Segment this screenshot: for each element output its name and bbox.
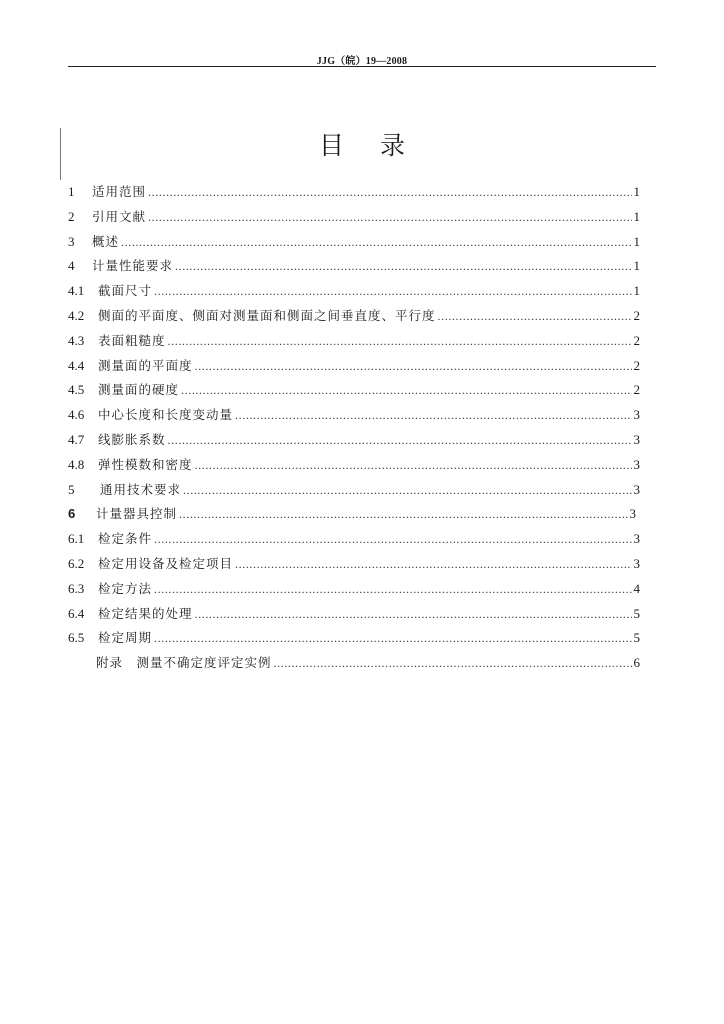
table-of-contents [68, 180, 640, 676]
toc-title: 线膨胀系数 [98, 431, 166, 447]
toc-page-number: 1 [633, 283, 640, 299]
toc-leader [235, 403, 631, 428]
toc-entry-4-4[interactable] [68, 354, 640, 379]
toc-number: 6.3 [68, 580, 85, 596]
toc-number: 5 [68, 481, 75, 497]
toc-title: 侧面的平面度、侧面对测量面和侧面之间垂直度、平行度 [98, 307, 436, 323]
toc-leader [195, 354, 632, 379]
toc-number: 4.8 [68, 456, 85, 472]
toc-title: 检定方法 [98, 580, 153, 596]
toc-number: 6.2 [68, 555, 85, 571]
toc-number: 6.1 [68, 531, 85, 547]
toc-page-number: 3 [633, 431, 640, 447]
toc-entry-6-3[interactable] [68, 577, 640, 602]
toc-title: 截面尺寸 [98, 283, 153, 299]
toc-entry-4-8[interactable] [68, 453, 640, 478]
toc-number: 4.4 [68, 357, 85, 373]
toc-entry-4-3[interactable] [68, 329, 640, 354]
toc-leader [168, 329, 632, 354]
toc-page-number: 6 [633, 655, 640, 671]
toc-page-number: 3 [633, 555, 640, 571]
toc-number: 3 [68, 233, 75, 249]
toc-entry-6-5[interactable] [68, 626, 640, 651]
toc-entry-4-6[interactable] [68, 403, 640, 428]
toc-number: 4.2 [68, 307, 85, 323]
toc-page-number: 3 [633, 481, 640, 497]
toc-entry-5[interactable] [68, 478, 640, 503]
toc-entry-6-1[interactable] [68, 527, 640, 552]
toc-leader [183, 478, 631, 503]
toc-page-number: 3 [633, 456, 640, 472]
toc-title: 弹性模数和密度 [98, 456, 193, 472]
toc-leader [181, 378, 631, 403]
toc-title: 表面粗糙度 [98, 332, 166, 348]
toc-entry-4-1[interactable] [68, 279, 640, 304]
toc-title: 检定结果的处理 [98, 605, 193, 621]
toc-page-number: 1 [633, 208, 640, 224]
toc-entry-1[interactable] [68, 180, 640, 205]
toc-page-number: 1 [633, 233, 640, 249]
toc-title: 通用技术要求 [100, 481, 182, 497]
toc-leader [154, 279, 631, 304]
toc-leader [438, 304, 632, 329]
toc-page-number: 1 [633, 258, 640, 274]
toc-leader [154, 527, 631, 552]
toc-leader [121, 230, 631, 255]
toc-title: 适用范围 [92, 184, 147, 199]
toc-title: 测量面的平面度 [98, 357, 193, 373]
toc-entry-4-5[interactable] [68, 378, 640, 403]
toc-leader [175, 254, 631, 279]
toc-entry-6-2[interactable] [68, 552, 640, 577]
toc-title: 概述 [92, 233, 120, 249]
toc-page-number: 2 [633, 332, 640, 348]
toc-number: 6 [68, 506, 76, 522]
toc-number: 4.1 [68, 283, 85, 299]
toc-entry-6-4[interactable] [68, 602, 640, 627]
toc-leader [148, 205, 631, 230]
toc-title: 检定周期 [98, 630, 153, 646]
toc-leader [195, 602, 632, 627]
toc-number: 4.7 [68, 431, 85, 447]
toc-number: 4 [68, 258, 75, 274]
toc-number: 4.5 [68, 382, 85, 398]
toc-entry-4-7[interactable] [68, 428, 640, 453]
toc-page-number: 3 [633, 407, 640, 423]
toc-page-number: 1 [633, 184, 640, 199]
toc-entry-6[interactable] [68, 502, 640, 527]
toc-number: 1 [68, 184, 75, 199]
toc-leader [154, 577, 631, 602]
toc-leader [148, 180, 631, 205]
toc-page-number: 3 [629, 506, 636, 522]
toc-leader [235, 552, 631, 577]
toc-title: 计量器具控制 [96, 506, 178, 522]
toc-title: 计量性能要求 [92, 258, 174, 274]
toc-page-number: 4 [633, 580, 640, 596]
toc-leader [179, 502, 627, 527]
toc-page-number: 2 [633, 357, 640, 373]
toc-page-number: 3 [633, 531, 640, 547]
toc-title: 附录 测量不确定度评定实例 [96, 655, 272, 671]
toc-entry-4[interactable] [68, 254, 640, 279]
toc-page-number: 2 [633, 382, 640, 398]
toc-number: 6.5 [68, 630, 85, 646]
running-header: JJG（皖）19—2008 [316, 56, 408, 67]
toc-number: 2 [68, 208, 75, 224]
toc-page-number: 5 [633, 630, 640, 646]
toc-number: 4.6 [68, 407, 85, 423]
toc-title: 检定用设备及检定项目 [98, 555, 234, 571]
page-title: 目录 [318, 131, 441, 160]
toc-leader [274, 651, 632, 676]
toc-page-number: 2 [633, 307, 640, 323]
toc-page-number: 5 [633, 605, 640, 621]
toc-leader [168, 428, 632, 453]
toc-title: 中心长度和长度变动量 [98, 407, 234, 423]
toc-entry-2[interactable] [68, 205, 640, 230]
toc-entry-3[interactable] [68, 230, 640, 255]
toc-title: 检定条件 [98, 531, 153, 547]
toc-entry-appendix[interactable] [68, 651, 640, 676]
header-rule [68, 66, 656, 67]
toc-title: 引用文献 [92, 208, 147, 224]
toc-leader [195, 453, 632, 478]
toc-leader [154, 626, 631, 651]
toc-entry-4-2[interactable] [68, 304, 640, 329]
toc-number: 6.4 [68, 605, 85, 621]
toc-number: 4.3 [68, 332, 85, 348]
toc-title: 测量面的硬度 [98, 382, 180, 398]
